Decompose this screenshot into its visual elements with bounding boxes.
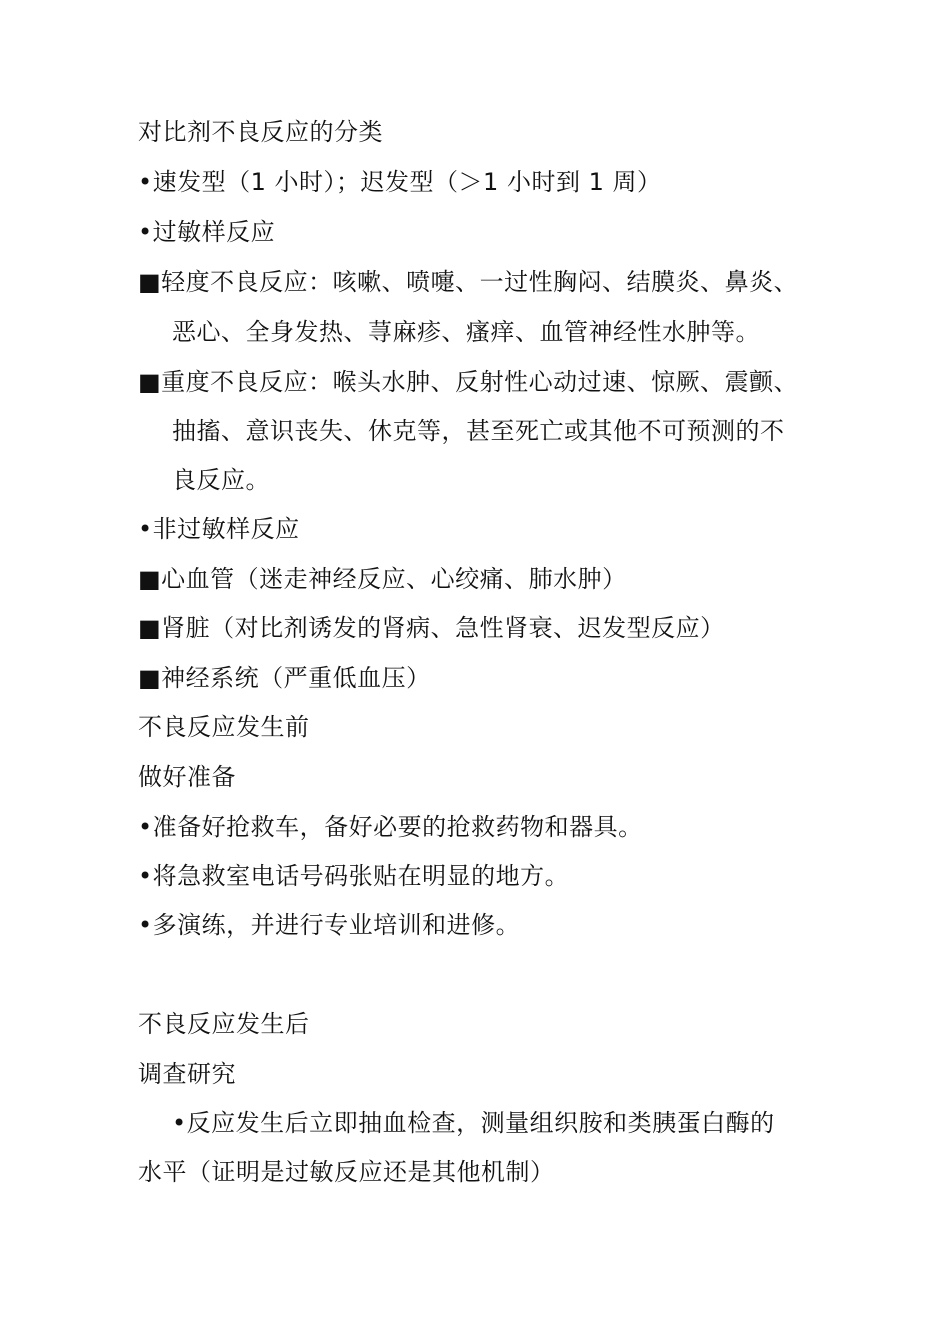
item-severe-reactions-cont: 抽搐、意识丧失、休克等，甚至死亡或其他不可预测的不	[172, 417, 785, 445]
bullet-onset-types: •速发型（1 小时）；迟发型（＞1 小时到 1 周）	[138, 168, 662, 196]
item-mild-reactions-cont: 恶心、全身发热、荨麻疹、瘙痒、血管神经性水肿等。	[172, 318, 760, 346]
item-renal: ■肾脏（对比剂诱发的肾病、急性肾衰、迟发型反应）	[138, 614, 725, 642]
heading-after-reaction: 不良反应发生后	[138, 1010, 310, 1038]
item-severe-reactions: ■重度不良反应：喉头水肿、反射性心动过速、惊厥、震颤、	[138, 368, 799, 396]
bullet-allergic-like: •过敏样反应	[138, 218, 276, 246]
bullet-emergency-phone: •将急救室电话号码张贴在明显的地方。	[138, 862, 570, 890]
bullet-drills-training: •多演练，并进行专业培训和进修。	[138, 911, 521, 939]
heading-prepare: 做好准备	[138, 763, 236, 791]
item-severe-reactions-end: 良反应。	[172, 466, 270, 494]
item-nervous-system: ■神经系统（严重低血压）	[138, 664, 431, 692]
heading-before-reaction: 不良反应发生前	[138, 713, 310, 741]
bullet-non-allergic: •非过敏样反应	[138, 515, 300, 543]
bullet-blood-test-cont: 水平（证明是过敏反应还是其他机制）	[138, 1158, 555, 1186]
heading-investigation: 调查研究	[138, 1060, 236, 1088]
bullet-blood-test: •反应发生后立即抽血检查，测量组织胺和类胰蛋白酶的	[172, 1109, 775, 1137]
section-title-classification: 对比剂不良反应的分类	[138, 118, 383, 146]
bullet-rescue-cart: •准备好抢救车，备好必要的抢救药物和器具。	[138, 813, 643, 841]
item-cardiovascular: ■心血管（迷走神经反应、心绞痛、肺水肿）	[138, 565, 627, 593]
item-mild-reactions: ■轻度不良反应：咳嗽、喷嚏、一过性胸闷、结膜炎、鼻炎、	[138, 268, 799, 296]
